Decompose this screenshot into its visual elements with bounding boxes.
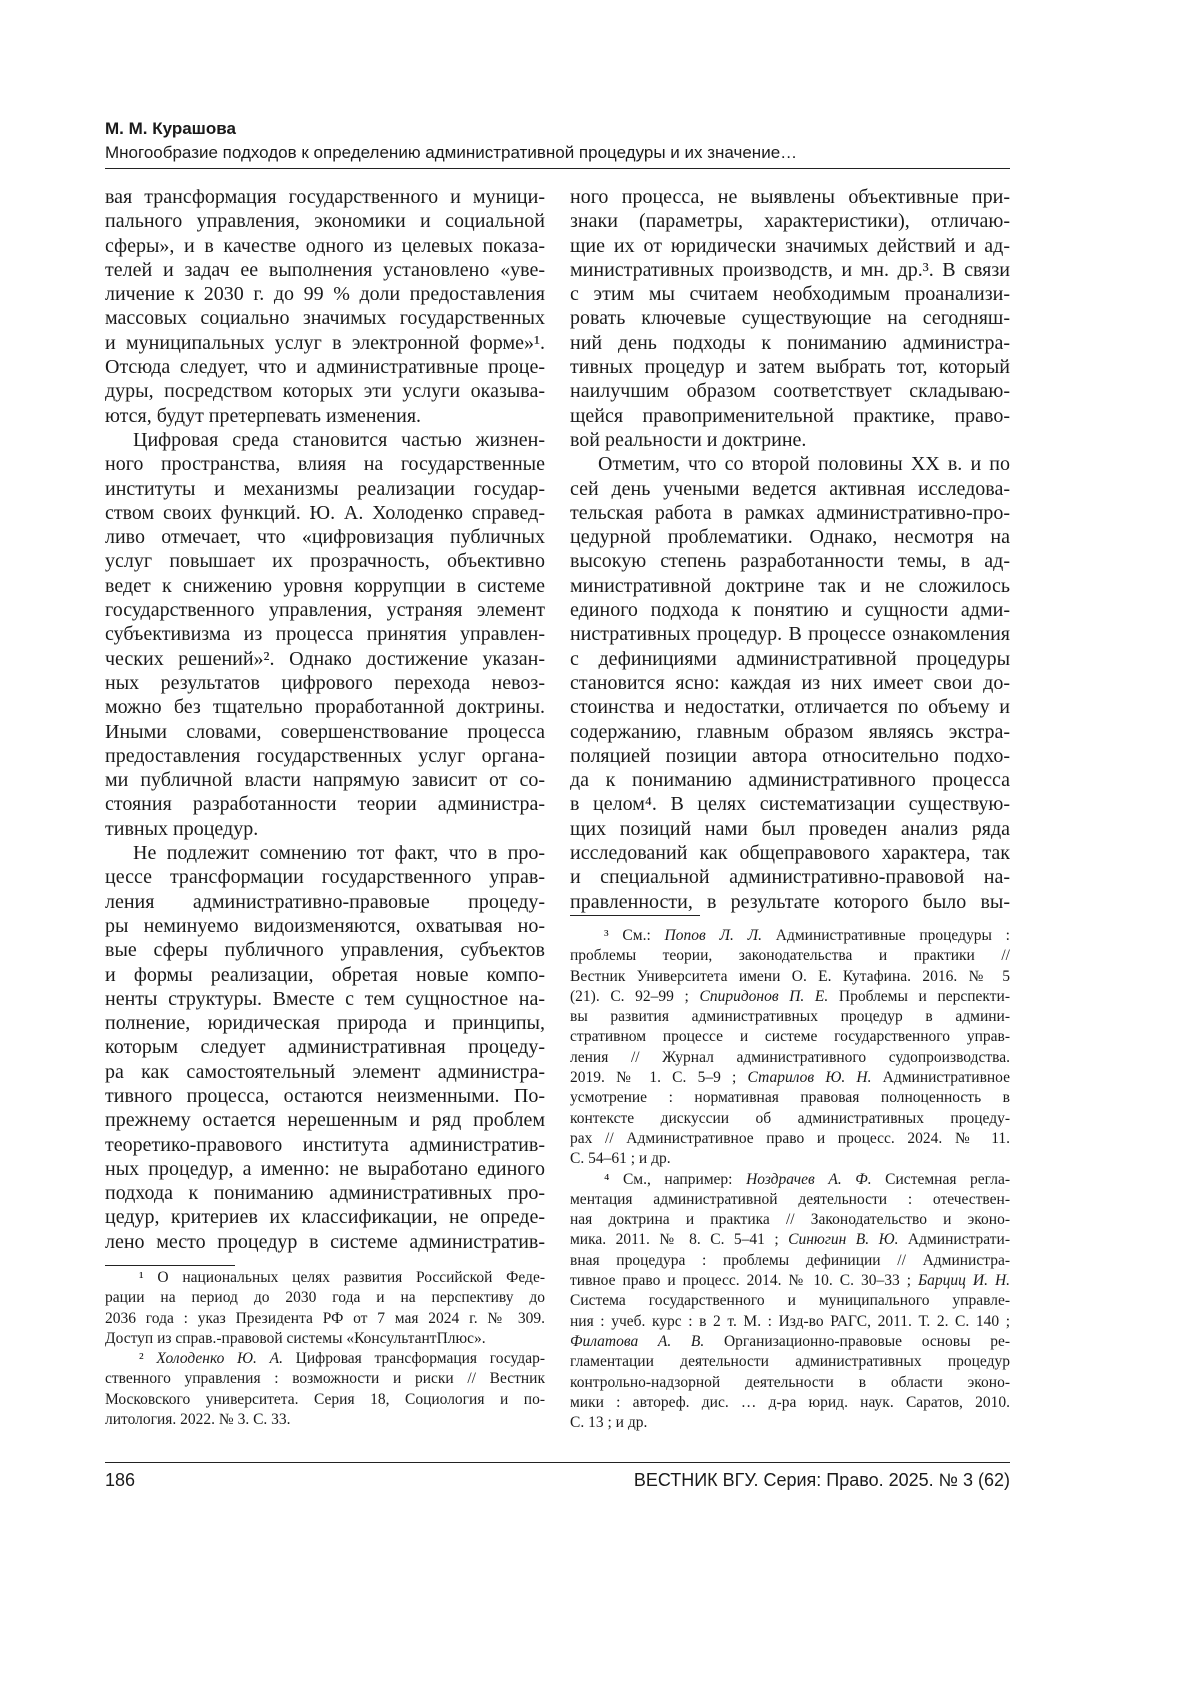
text-line (570, 1210, 1010, 1230)
text-segment: проблемы теории, законодательства и практики // (570, 947, 1010, 964)
header-rule (105, 168, 1010, 169)
text-segment: мики : автореф. дис. … д-ра юрид. наук. Саратов, 2010. (570, 1394, 1010, 1411)
text-line (105, 1205, 545, 1229)
text-line (105, 428, 545, 452)
text-line (105, 1268, 545, 1288)
text-line (570, 452, 1010, 476)
text-line (570, 946, 1010, 966)
text-segment: знаки (параметры, характеристики), отличаю- (570, 210, 1010, 232)
text-line (105, 622, 545, 646)
text-segment: поляцией позиции автора относительно подхо- (570, 745, 1010, 767)
text-line (570, 817, 1010, 841)
text-segment: (21). С. 92–99 ; (570, 988, 699, 1005)
text-segment: ⁴ См., например: (604, 1171, 746, 1188)
text-segment: ³ См.: (604, 927, 665, 944)
text-segment: и формы реализации, обретая новые компо- (105, 964, 545, 986)
text-line (570, 331, 1010, 355)
text-line (570, 647, 1010, 671)
text-line (105, 574, 545, 598)
text-line (570, 695, 1010, 719)
text-line (570, 1068, 1010, 1088)
text-line (105, 477, 545, 501)
text-line (105, 258, 545, 282)
text-line (570, 768, 1010, 792)
text-segment: с этим мы считаем необходимым проанализи- (570, 283, 1010, 305)
text-line (570, 282, 1010, 306)
text-segment: ных результатов цифрового перехода невоз- (105, 672, 545, 694)
text-line (105, 1035, 545, 1059)
text-segment: Системная регла- (872, 1171, 1010, 1188)
paragraph (570, 452, 1010, 914)
italic-author-name: Спиридонов П. Е. (699, 988, 828, 1005)
journal-title: ВЕСТНИК ВГУ. Серия: Право. 2025. № 3 (62) (634, 1470, 1010, 1491)
text-segment: 2019. № 1. С. 5–9 ; (570, 1069, 748, 1086)
text-segment: и специальной административно-правовой на- (570, 866, 1010, 888)
text-segment: сферы», и в качестве одного из целевых показа- (105, 235, 545, 257)
text-line (570, 1332, 1010, 1352)
italic-author-name: Ноздрачев А. Ф. (746, 1171, 872, 1188)
text-segment: содержанию, главным образом являясь экстра- (570, 721, 1010, 743)
text-segment: вой реальности и доктрине. (570, 429, 806, 451)
text-segment: высокую степень разработанности темы, в ад- (570, 550, 1010, 572)
footnote (105, 1349, 545, 1430)
text-line (105, 549, 545, 573)
text-line (105, 768, 545, 792)
text-line (105, 695, 545, 719)
text-segment: Отметим, что со второй половины XX в. и по (598, 453, 1010, 475)
text-line (105, 1060, 545, 1084)
text-line (570, 234, 1010, 258)
text-segment: стоинства и недостатки, отличается по объему и (570, 696, 1010, 718)
text-segment: ра как самостоятельный элемент администра- (105, 1061, 545, 1083)
text-line (570, 792, 1010, 816)
text-line (570, 549, 1010, 573)
text-segment: услуг повышает их прозрачность, объективно (105, 550, 545, 572)
text-segment: мика. 2011. № 8. С. 5–41 ; (570, 1231, 788, 1248)
text-line (570, 1271, 1010, 1291)
text-line (570, 209, 1010, 233)
text-segment: теоретико-правового института административ- (105, 1134, 545, 1156)
text-segment: ми публичной власти напрямую зависит от со- (105, 769, 545, 791)
text-line (570, 1149, 1010, 1169)
text-line (105, 501, 545, 525)
text-line (105, 792, 545, 816)
text-segment: ных процедур, а именно: не выработано единого (105, 1158, 545, 1180)
text-line (570, 598, 1010, 622)
text-segment: стративном процессе и системе государственного управ- (570, 1028, 1010, 1045)
text-segment: дуры, посредством которых эти услуги оказыва- (105, 380, 545, 402)
text-line (570, 1251, 1010, 1271)
text-segment: С. 13 ; и др. (570, 1414, 647, 1431)
text-segment: С. 54–61 ; и др. (570, 1150, 671, 1167)
text-segment: Администрати- (898, 1231, 1010, 1248)
text-line (105, 1369, 545, 1389)
text-segment: наилучшим образом соответствует складываю- (570, 380, 1010, 402)
text-line (570, 1352, 1010, 1372)
text-segment: нистративных процедур. В процессе ознакомления (570, 623, 1010, 645)
text-segment: Отсюда следует, что и административные проце- (105, 356, 545, 378)
text-segment: 2036 года : указ Президента РФ от 7 мая 2024 г. № 309. (105, 1310, 545, 1327)
text-segment: ного пространства, влияя на государственные (105, 453, 545, 475)
text-segment: ровать ключевые существующие на сегодняш- (570, 307, 1010, 329)
footnote (105, 1268, 545, 1349)
text-segment: ная доктрина и практика // Законодательство и эконо- (570, 1211, 1010, 1228)
text-line (105, 404, 545, 428)
text-line (105, 282, 545, 306)
text-line (570, 744, 1010, 768)
text-line (105, 1410, 545, 1430)
text-segment: ры неминуемо видоизменяются, охватывая но- (105, 915, 545, 937)
text-segment: рах // Административное право и процесс. 2024. № 11. (570, 1130, 1010, 1147)
text-line (105, 914, 545, 938)
text-line (105, 1288, 545, 1308)
text-line (570, 501, 1010, 525)
text-segment: исследований как общеправового характера, так (570, 842, 1010, 864)
text-segment: и муниципальных услуг в электронной форме»¹. (105, 332, 545, 354)
left-footnote-rule (105, 1265, 235, 1266)
text-segment: Цифровая среда становится частью жизнен- (133, 429, 545, 451)
text-segment: Московского университета. Серия 18, Социология и по- (105, 1391, 545, 1408)
text-line (105, 1309, 545, 1329)
text-segment: сей день учеными ведется активная исследова- (570, 478, 1010, 500)
text-segment: тивного процесса, остаются неизменными. По- (105, 1085, 545, 1107)
text-segment: ственного управления : возможности и риски // Вестник (105, 1370, 545, 1387)
text-segment: ного процесса, не выявлены объективные при- (570, 186, 1010, 208)
text-segment: тивное право и процесс. 2014. № 10. С. 30–33 ; (570, 1272, 918, 1289)
text-line (570, 185, 1010, 209)
text-segment: Вестник Университета имени О. Е. Кутафина. 2016. № 5 (570, 968, 1010, 985)
text-segment: личение к 2030 г. до 99 % доли предоставления (105, 283, 545, 305)
text-line (105, 1230, 545, 1254)
text-line (570, 622, 1010, 646)
text-segment: субъективизма из процесса принятия управлен- (105, 623, 545, 645)
text-segment: ством своих функций. Ю. А. Холоденко справед- (105, 502, 545, 524)
italic-author-name: Барциц И. Н. (918, 1272, 1010, 1289)
text-line (570, 1291, 1010, 1311)
text-line (105, 1108, 545, 1132)
text-segment: Проблемы и перспекти- (828, 988, 1010, 1005)
text-segment: которым следует административная процеду- (105, 1036, 545, 1058)
text-segment: ментация административной деятельности : отечествен- (570, 1191, 1010, 1208)
paragraph (105, 428, 545, 841)
text-segment: да к пониманию административного процесса (570, 769, 1010, 791)
text-line (105, 185, 545, 209)
paragraph (105, 841, 545, 1254)
text-segment: становится ясно: каждая из них имеет свои до- (570, 672, 1010, 694)
text-segment: телей и задач ее выполнения установлено «уве- (105, 259, 545, 281)
text-line (105, 987, 545, 1011)
running-header-title: Многообразие подходов к определению административной процедуры и их значение… (105, 143, 797, 163)
text-segment: предоставления государственных услуг органа- (105, 745, 545, 767)
text-segment: лено место процедур в системе административ- (105, 1231, 545, 1253)
text-line (570, 1027, 1010, 1047)
text-line (105, 209, 545, 233)
text-line (570, 1048, 1010, 1068)
text-segment: ненты структуры. Вместе с тем сущностное на- (105, 988, 545, 1010)
text-line (570, 379, 1010, 403)
text-segment: Система государственного и муниципального управле- (570, 1292, 1010, 1309)
text-segment: Иными словами, совершенствование процесса (105, 721, 545, 743)
footnote (570, 926, 1010, 1170)
text-segment: контексте дискуссии об административных процеду- (570, 1110, 1010, 1127)
text-segment: пального управления, экономики и социальной (105, 210, 545, 232)
text-segment: прежнему остается нерешенным и ряд проблем (105, 1109, 545, 1131)
text-line (570, 865, 1010, 889)
text-segment: с дефинициями административной процедуры (570, 648, 1010, 670)
text-segment: цедур, критериев их классификации, не опреде- (105, 1206, 545, 1228)
text-segment: можно без тщательно проработанной доктрины. (105, 696, 545, 718)
text-segment: министративных производств, и мн. др.³. В связи (570, 259, 1010, 281)
text-segment: ² (139, 1350, 156, 1367)
text-segment: подхода к пониманию административных про- (105, 1182, 545, 1204)
text-segment: вы развития административных процедур в админи- (570, 1008, 1010, 1025)
text-line (570, 355, 1010, 379)
text-segment: ния : учеб. курс : в 2 т. М. : Изд-во РАГС, 2011. Т. 2. С. 140 ; (570, 1313, 1010, 1330)
text-line (570, 428, 1010, 452)
text-segment: гламентации деятельности административных процедур (570, 1353, 1010, 1370)
text-segment: контрольно-надзорной деятельности в области эконо- (570, 1374, 1010, 1391)
text-line (105, 379, 545, 403)
text-line (105, 817, 545, 841)
text-line (105, 1011, 545, 1035)
text-line (570, 1109, 1010, 1129)
text-line (105, 671, 545, 695)
text-line (105, 647, 545, 671)
text-line (570, 1413, 1010, 1433)
text-line (570, 1393, 1010, 1413)
text-segment: тивных процедур. (105, 818, 258, 840)
left-column-body (105, 185, 545, 1254)
text-line (570, 720, 1010, 744)
text-segment: рации на период до 2030 года и на перспективу до (105, 1289, 545, 1306)
text-segment: вная процедура : проблемы дефиниции // Администра- (570, 1252, 1010, 1269)
text-line (570, 1170, 1010, 1190)
text-segment: вые сферы публичного управления, субъектов (105, 939, 545, 961)
text-segment: Цифровая трансформация государ- (283, 1350, 545, 1367)
text-line (570, 574, 1010, 598)
text-segment: усмотрение : нормативная правовая полноценность в (570, 1089, 1010, 1106)
text-line (105, 452, 545, 476)
text-line (105, 355, 545, 379)
text-segment: ются, будут претерпевать изменения. (105, 405, 421, 427)
text-line (570, 967, 1010, 987)
text-segment: тивных процедур и затем выбрать тот, который (570, 356, 1010, 378)
text-line (105, 1349, 545, 1369)
text-line (570, 987, 1010, 1007)
text-segment: ческих решений»². Однако достижение указан- (105, 648, 545, 670)
text-segment: министративной доктрине так и не сложилось (570, 575, 1010, 597)
text-segment: массовых социально значимых государственных (105, 307, 545, 329)
text-segment: ний день подходы к пониманию администра- (570, 332, 1010, 354)
text-line (105, 1329, 545, 1349)
text-segment: Организационно-правовые основы ре- (704, 1333, 1010, 1350)
text-segment: ления // Журнал административного судопроизводства. (570, 1049, 1010, 1066)
footer-rule (105, 1462, 1010, 1463)
text-line (105, 963, 545, 987)
text-line (105, 331, 545, 355)
text-segment: стояния разработанности теории администра- (105, 793, 545, 815)
text-line (570, 1312, 1010, 1332)
text-segment: цедурной проблематики. Однако, несмотря на (570, 526, 1010, 548)
text-line (570, 890, 1010, 914)
italic-author-name: Старилов Ю. Н. (748, 1069, 872, 1086)
text-segment: литология. 2022. № 3. С. 33. (105, 1411, 291, 1428)
text-segment: тельская работа в рамках административно-про- (570, 502, 1010, 524)
text-line (570, 671, 1010, 695)
text-line (570, 1129, 1010, 1149)
text-segment: Административные процедуры : (762, 927, 1010, 944)
text-segment: ¹ О национальных целях развития Российской Феде- (139, 1269, 545, 1286)
right-footnotes (570, 926, 1010, 1433)
text-segment: Не подлежит сомнению тот факт, что в про- (133, 842, 545, 864)
page-number: 186 (105, 1470, 135, 1491)
text-segment: щейся правоприменительной практике, право- (570, 405, 1010, 427)
text-line (570, 1230, 1010, 1250)
text-line (570, 1190, 1010, 1210)
text-segment: цессе трансформации государственного управ- (105, 866, 545, 888)
text-line (570, 926, 1010, 946)
text-line (105, 890, 545, 914)
text-line (105, 938, 545, 962)
text-line (105, 306, 545, 330)
text-segment: ления административно-правовые процеду- (105, 891, 545, 913)
text-line (105, 865, 545, 889)
text-line (570, 477, 1010, 501)
paragraph (105, 185, 545, 428)
text-line (105, 234, 545, 258)
text-segment: ведет к снижению уровня коррупции в системе (105, 575, 545, 597)
text-line (570, 1373, 1010, 1393)
text-line (105, 1133, 545, 1157)
text-line (570, 306, 1010, 330)
text-segment: вая трансформация государственного и муници- (105, 186, 545, 208)
text-segment: в целом⁴. В целях систематизации существую- (570, 793, 1010, 815)
text-line (105, 1084, 545, 1108)
text-line (105, 720, 545, 744)
right-column-body (570, 185, 1010, 914)
text-segment: полнение, юридическая природа и принципы, (105, 1012, 545, 1034)
running-header-author: М. М. Курашова (105, 119, 236, 139)
text-segment: щие их от юридически значимых действий и ад- (570, 235, 1010, 257)
footnote (570, 1170, 1010, 1434)
text-line (105, 525, 545, 549)
text-line (570, 1007, 1010, 1027)
italic-author-name: Холоденко Ю. А. (156, 1350, 283, 1367)
text-line (105, 1390, 545, 1410)
text-line (105, 598, 545, 622)
text-segment: правленности, в результате которого было вы- (570, 891, 1010, 913)
text-line (105, 1181, 545, 1205)
text-line (570, 525, 1010, 549)
left-footnotes (105, 1268, 545, 1430)
text-segment: Доступ из справ.-правовой системы «КонсультантПлюс». (105, 1330, 486, 1347)
text-line (570, 258, 1010, 282)
text-line (105, 744, 545, 768)
right-footnote-rule (570, 915, 700, 916)
text-line (570, 404, 1010, 428)
text-segment: Административное (871, 1069, 1010, 1086)
text-line (105, 841, 545, 865)
text-segment: государственного управления, устраняя элемент (105, 599, 545, 621)
paragraph (570, 185, 1010, 452)
italic-author-name: Попов Л. Л. (665, 927, 762, 944)
text-line (105, 1157, 545, 1181)
text-segment: ливо отмечает, что «цифровизация публичных (105, 526, 545, 548)
text-segment: институты и механизмы реализации государ- (105, 478, 545, 500)
text-segment: единого подхода к понятию и сущности адми- (570, 599, 1010, 621)
text-line (570, 1088, 1010, 1108)
italic-author-name: Филатова А. В. (570, 1333, 704, 1350)
text-line (570, 841, 1010, 865)
italic-author-name: Синюгин В. Ю. (788, 1231, 898, 1248)
text-segment: щих позиций нами был проведен анализ ряда (570, 818, 1010, 840)
